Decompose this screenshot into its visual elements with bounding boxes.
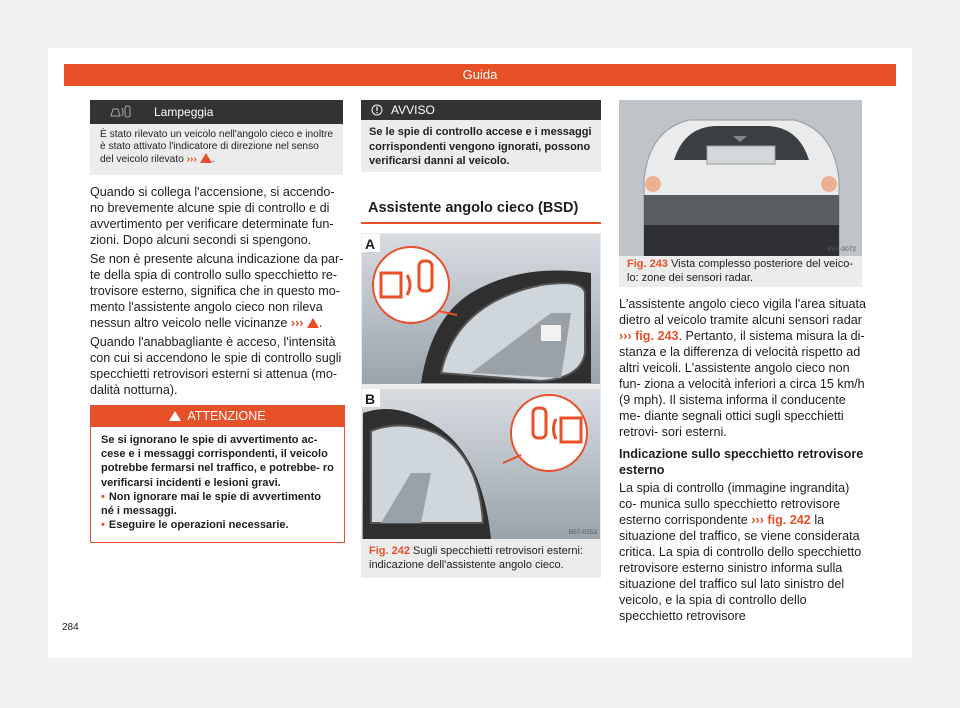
warning-icon	[307, 318, 319, 328]
lamp-status-text	[90, 124, 343, 167]
lamp-status-box	[90, 100, 343, 175]
figure-label: Fig. 242	[369, 545, 410, 557]
figure-242	[361, 233, 601, 578]
figure-caption	[369, 545, 595, 572]
paragraph	[90, 251, 345, 331]
chapter-title: Guida	[462, 67, 498, 82]
paragraph	[619, 480, 867, 624]
ref-arrow[interactable]: ›››	[186, 154, 197, 166]
panel-label-a: A	[365, 236, 376, 252]
paragraph: Quando si collega l'accensione, si accendo- no brevemente alcune spie di controllo e di avvertimento per verificare determinate fun- zioni. Dopo alcuni secondi si spengono.	[90, 185, 335, 247]
figure-243	[619, 100, 862, 287]
figure-label: Fig. 243	[627, 258, 668, 270]
mirror-illustration	[361, 233, 601, 543]
lamp-status-header	[90, 100, 343, 124]
ref-end: .	[319, 316, 323, 330]
attention-bullet	[101, 490, 336, 518]
attention-title: ATTENZIONE	[187, 409, 266, 423]
figure-reference-link[interactable]: ››› fig. 242	[751, 513, 811, 527]
subheading: Indicazione sullo specchietto retrovisore esterno	[619, 447, 864, 477]
notice-box	[361, 100, 601, 172]
info-icon	[371, 104, 383, 116]
figure-caption-text: Sugli specchietti retrovisori esterni: indicazione dell'assistente angolo cieco.	[369, 545, 583, 571]
attention-bullet	[101, 518, 336, 532]
car-rear-illustration	[619, 100, 862, 256]
paragraph: Quando l'anabbagliante è acceso, l'intensità con cui si accendono le spie di controllo sugli specchietti retrovisori esterni si attenua (mo- dalità notturna).	[90, 335, 342, 397]
bullet-icon: •	[101, 490, 105, 503]
paragraph-text: la situazione del traffico, se viene considerata critica. La spia di controllo dello specchietto retrovisore esterno sinistro informa sulla situazione del traffico sul lato sinistro del veicolo, e la spia di controllo dello specchietto retrovisore	[619, 513, 862, 623]
notice-title: AVVISO	[391, 103, 435, 117]
blind-spot-lamp-icon	[108, 104, 132, 120]
figure-reference-link[interactable]: ››› fig. 243	[619, 329, 679, 343]
ref-end: .	[211, 154, 215, 166]
warning-icon	[169, 411, 181, 421]
section-rule	[361, 222, 601, 224]
figure-code: B57-0253	[568, 529, 597, 536]
bullet-icon: •	[101, 519, 105, 532]
ref-arrow[interactable]: ›››	[290, 316, 304, 330]
paragraph-text: L'assistente angolo cieco vigila l'area situata dietro al veicolo tramite alcuni sensori radar	[619, 297, 867, 327]
section-title: Assistente angolo cieco (BSD)	[368, 200, 579, 216]
left-column-text	[90, 184, 345, 398]
paragraph-text: La spia di controllo (immagine ingrandita) co- munica sullo specchietto retrovisore esterno corrispondente	[619, 481, 850, 527]
notice-text: Se le spie di controllo accese e i messaggi corrispondenti vengono ignorati, possono verificarsi danni al veicolo.	[369, 126, 592, 167]
chapter-header	[64, 64, 896, 86]
attention-body	[91, 427, 344, 532]
attention-lead: Se si ignorano le spie di avvertimento ac- cese e i messaggi corrispondenti, il veicolo potrebbe fermarsi nel traffico, e potrebbe- ro verificarsi incidenti e lesioni gravi.	[101, 434, 334, 489]
figure-code: B6F-0072	[827, 246, 856, 253]
attention-header	[91, 406, 344, 427]
lamp-status-desc: È stato rilevato un veicolo nell'angolo cieco e inoltre è stato attivato l'indicatore di direzione nel senso del veicolo rilevato	[100, 129, 333, 166]
warning-icon	[200, 153, 212, 163]
bullet-text: Non ignorare mai le spie di avvertimento né i messaggi.	[101, 490, 321, 518]
page-number: 284	[62, 622, 79, 633]
right-column-text	[619, 296, 867, 624]
attention-box	[90, 405, 345, 543]
figure-caption-text: Vista complesso posteriore del veico- lo: zone dei sensori radar.	[627, 258, 854, 284]
lamp-status-title: Lampeggia	[154, 105, 214, 119]
paragraph-text: Se non è presente alcuna indicazione da par- te della spia di controllo sullo specchietto re- trovisore esterno, significa che in questo mo- mento l'assistente angolo cieco non rileva nessun altro veicolo nelle vicinanze	[90, 252, 344, 330]
notice-header	[361, 100, 601, 120]
paragraph	[619, 296, 867, 440]
panel-label-b: B	[365, 391, 376, 407]
paragraph-text: . Pertanto, il sistema misura la di- stanza e la differenza di velocità rispetto ad altri veicoli. L'assistente angolo cieco non fun- ziona a velocità inferiori a circa 15 km/h (9 mph). Il sistema informa il conducente me- diante segnali ottici sugli specchietti retrovi- sori esterni.	[619, 329, 865, 439]
bullet-text: Eseguire le operazioni necessarie.	[108, 519, 289, 532]
figure-caption	[627, 258, 857, 285]
